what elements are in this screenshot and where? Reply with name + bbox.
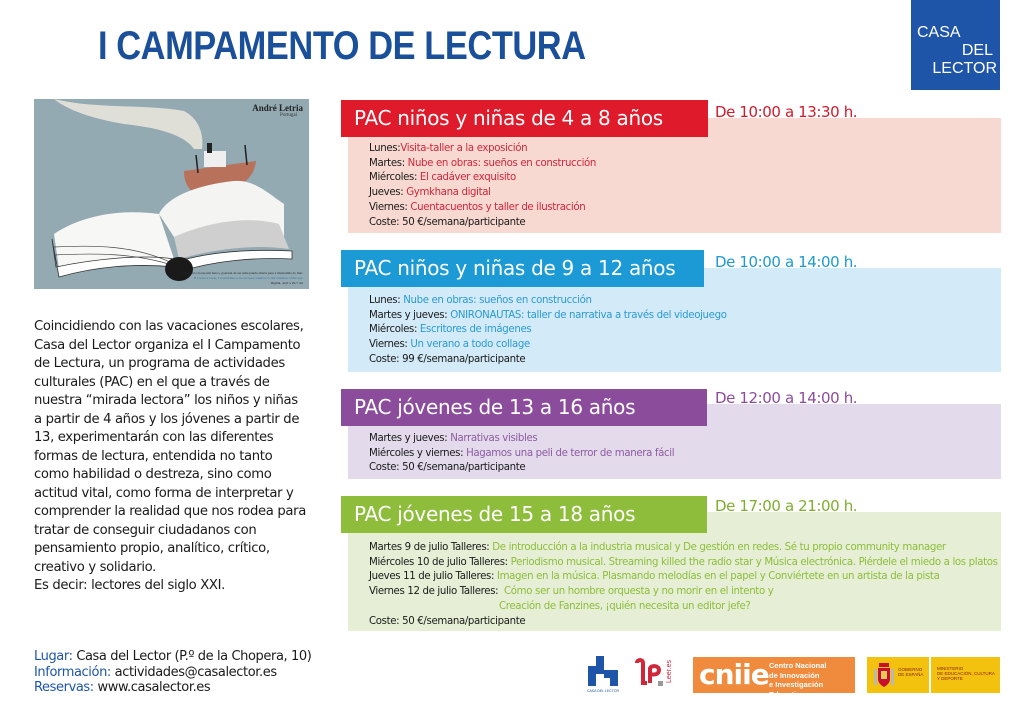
program-section-13-16 (341, 389, 1001, 479)
cost-line: Coste: 50 €/semana/participante (369, 615, 526, 627)
logo-divider (929, 657, 931, 693)
activity-list (369, 541, 998, 629)
activity-item (369, 570, 998, 585)
illustration-country: Portugal (280, 113, 297, 118)
activity-list (369, 294, 727, 368)
contact-info (34, 649, 311, 696)
intro-line: comprender la realidad que nos rodea para (34, 504, 306, 519)
intro-line: Casa del Lector organiza el I Campamento (34, 337, 301, 353)
intro-line: pensamiento propio, analítico, crítico, (34, 541, 270, 556)
leer-es-logo-icon (633, 657, 675, 691)
ministerio-line: DE EDUCACIÓN, CULTURA (937, 671, 995, 676)
page-title: I CAMPAMENTO DE LECTURA (98, 24, 586, 68)
day-label: Martes 9 de julio Talleres: (369, 542, 490, 553)
activity-list (369, 432, 674, 476)
intro-line: formas de lectura, entendida no tanto (34, 448, 273, 464)
section-title: PAC niños y niñas de 9 a 12 años (341, 250, 704, 287)
activity-name: Imagen en la música. Plasmando melodías en el papel y Conviértete en un artista de la pista (496, 571, 940, 583)
day-label: Lunes: (369, 143, 401, 154)
day-label: Jueves: (369, 187, 404, 199)
intro-line: creativo y solidario. (34, 559, 156, 575)
gobierno-text (898, 667, 923, 677)
reservas-line (34, 680, 311, 696)
location-line (34, 649, 311, 665)
activity-name: ONIRONAUTAS: taller de narrativa a través del videojuego (450, 309, 727, 321)
intro-line: 13, experimentarán con las diferentes (34, 430, 274, 445)
section-schedule: De 17:00 a 21:00 h. (715, 497, 858, 515)
activity-name: El cadáver exquisito (419, 172, 516, 184)
day-label: Miércoles: (369, 324, 418, 336)
activity-list (369, 142, 596, 230)
caption-line: Digital, 42,0 x 29,7 cm (270, 281, 303, 285)
reservas-website-link[interactable]: www.casalector.es (97, 680, 211, 695)
intro-line: como habilidad o destreza, sino como (34, 467, 272, 482)
svg-text:CASA DEL LECTOR: CASA DEL LECTOR (586, 689, 620, 693)
activity-item (369, 157, 596, 172)
intro-line: a partir de 4 años y los jóvenes a partir de (34, 411, 300, 427)
ministerio-text (937, 666, 995, 681)
casa-del-lector-logo (911, 0, 1000, 90)
location-label: Lugar: (34, 649, 73, 664)
activity-name: Nube en obras: sueños en construcción (403, 295, 592, 306)
day-label: Viernes: (369, 339, 408, 351)
info-email-link[interactable]: actividades@casalector.es (114, 664, 277, 680)
gobierno-line: GOBIERNO (898, 667, 923, 672)
activity-item (369, 556, 998, 571)
cost-line: Coste: 50 €/semana/participante (369, 216, 526, 228)
cniie-line: Centro Nacional (769, 661, 827, 670)
day-label: Martes y jueves: (369, 433, 448, 444)
cniie-line: e Investigación Educativa (769, 680, 824, 699)
caption-line: If I were a book, I would like to be an open window to the vastness of the sea. (193, 276, 303, 280)
activity-item (369, 323, 727, 338)
activity-item (369, 432, 674, 447)
section-title: PAC niños y niñas de 4 a 8 años (341, 100, 708, 137)
activity-name: Visita-taller a la exposición (400, 143, 528, 154)
activity-item (369, 171, 596, 186)
activity-item (369, 142, 596, 157)
cniie-line: de Innovación (769, 670, 820, 680)
book-illustration-icon (34, 99, 309, 289)
cniie-wordmark: cniie (699, 658, 769, 691)
gobierno-espana-logo (867, 657, 1000, 693)
activity-item-continued (369, 600, 998, 615)
activity-name: Cómo ser un hombre orquesta y no morir en el intento y (504, 586, 774, 598)
coat-of-arms-icon (873, 661, 895, 689)
ministerio-line: MINISTERIO (937, 666, 964, 671)
brand-line-1: CASA (917, 24, 961, 41)
activity-item (369, 294, 727, 309)
intro-line: nuestra “mirada lectora” los niños y niñas (34, 393, 298, 408)
day-label: Miércoles y viernes: (369, 447, 464, 459)
brand-line-2: DEL (961, 42, 993, 59)
program-section-4-8 (341, 100, 1001, 233)
section-title: PAC jóvenes de 15 a 18 años (341, 496, 707, 533)
casa-del-lector-small-logo-icon (586, 656, 620, 694)
cniie-logo (693, 657, 855, 699)
program-section-15-18 (341, 496, 1001, 631)
activity-name: Periodismo musical. Streaming killed the radio star y Música electrónica. Piérdele el miedo a los platos (510, 556, 998, 568)
intro-line: Coincidiendo con las vacaciones escolares, (34, 319, 304, 334)
activity-name: Cuentacuentos y taller de ilustración (410, 201, 586, 213)
activity-name: Narrativas visibles (450, 433, 538, 444)
info-label: Información: (34, 664, 111, 680)
activity-name: Un verano a todo collage (410, 339, 530, 351)
activity-item (369, 201, 596, 216)
day-label: Miércoles 10 de julio Talleres: (369, 556, 508, 568)
activity-item (369, 186, 596, 201)
intro-paragraph (34, 318, 319, 596)
cniie-text (769, 661, 855, 699)
activity-name: Hagamos una peli de terror de manera fácil (466, 447, 675, 459)
svg-text:Leer.es: Leer.es (666, 660, 673, 683)
activity-item (369, 541, 998, 556)
gobierno-line: DE ESPAÑA (898, 672, 924, 677)
ministerio-line: Y DEPORTE (937, 676, 963, 681)
program-section-9-12 (341, 250, 1001, 372)
activity-item (369, 585, 998, 600)
activity-item (369, 447, 674, 462)
activity-name: De introducción a la industria musical y De gestión en redes. Sé tu propio community manager (492, 542, 946, 553)
day-label: Miércoles: (369, 172, 418, 184)
activity-name: Creación de Fanzines, ¡quién necesita un editor jefe? (499, 600, 751, 612)
activity-item (369, 309, 727, 324)
illustration-caption (163, 271, 303, 286)
intro-line: actitud vital, como forma de interpretar y (34, 485, 294, 501)
intro-line: Es decir: lectores del siglo XXI. (34, 578, 225, 593)
intro-line: de Lectura, un programa de actividades (34, 356, 285, 371)
day-label: Viernes: (369, 201, 408, 213)
book-ship-illustration (34, 99, 309, 289)
day-label: Viernes 12 de julio Talleres: (369, 586, 499, 598)
activity-item (369, 338, 727, 353)
activity-name: Gymkhana digital (406, 187, 491, 199)
activity-name: Escritores de imágenes (419, 324, 532, 336)
activity-name: Nube en obras: sueños en construcción (407, 157, 597, 169)
caption-line: Se um livro fosse um barco, gostaria de ser uma janela aberta para a imensidão do mar. (181, 271, 303, 275)
day-label: Martes y jueves: (369, 309, 448, 321)
section-title: PAC jóvenes de 13 a 16 años (341, 389, 707, 426)
cost-line: Coste: 50 €/semana/participante (369, 462, 526, 474)
brand-line-3: LECTOR (932, 60, 997, 77)
day-label: Lunes: (369, 295, 401, 306)
section-schedule: De 12:00 a 14:00 h. (715, 389, 858, 407)
day-label: Martes: (369, 157, 405, 169)
section-schedule: De 10:00 a 13:30 h. (715, 103, 858, 121)
illustration-author: André Letria (252, 103, 303, 113)
info-line (34, 665, 311, 681)
reservas-label: Reservas: (34, 680, 94, 695)
section-schedule: De 10:00 a 14:00 h. (715, 253, 858, 271)
location-value: Casa del Lector (P.º de la Chopera, 10) (76, 649, 312, 664)
day-label: Jueves 11 de julio Talleres: (369, 571, 495, 583)
intro-line: tratar de conseguir ciudadanos con (34, 522, 257, 538)
intro-line: culturales (PAC) en el que a través de (34, 374, 270, 390)
cost-line: Coste: 99 €/semana/participante (369, 353, 526, 365)
